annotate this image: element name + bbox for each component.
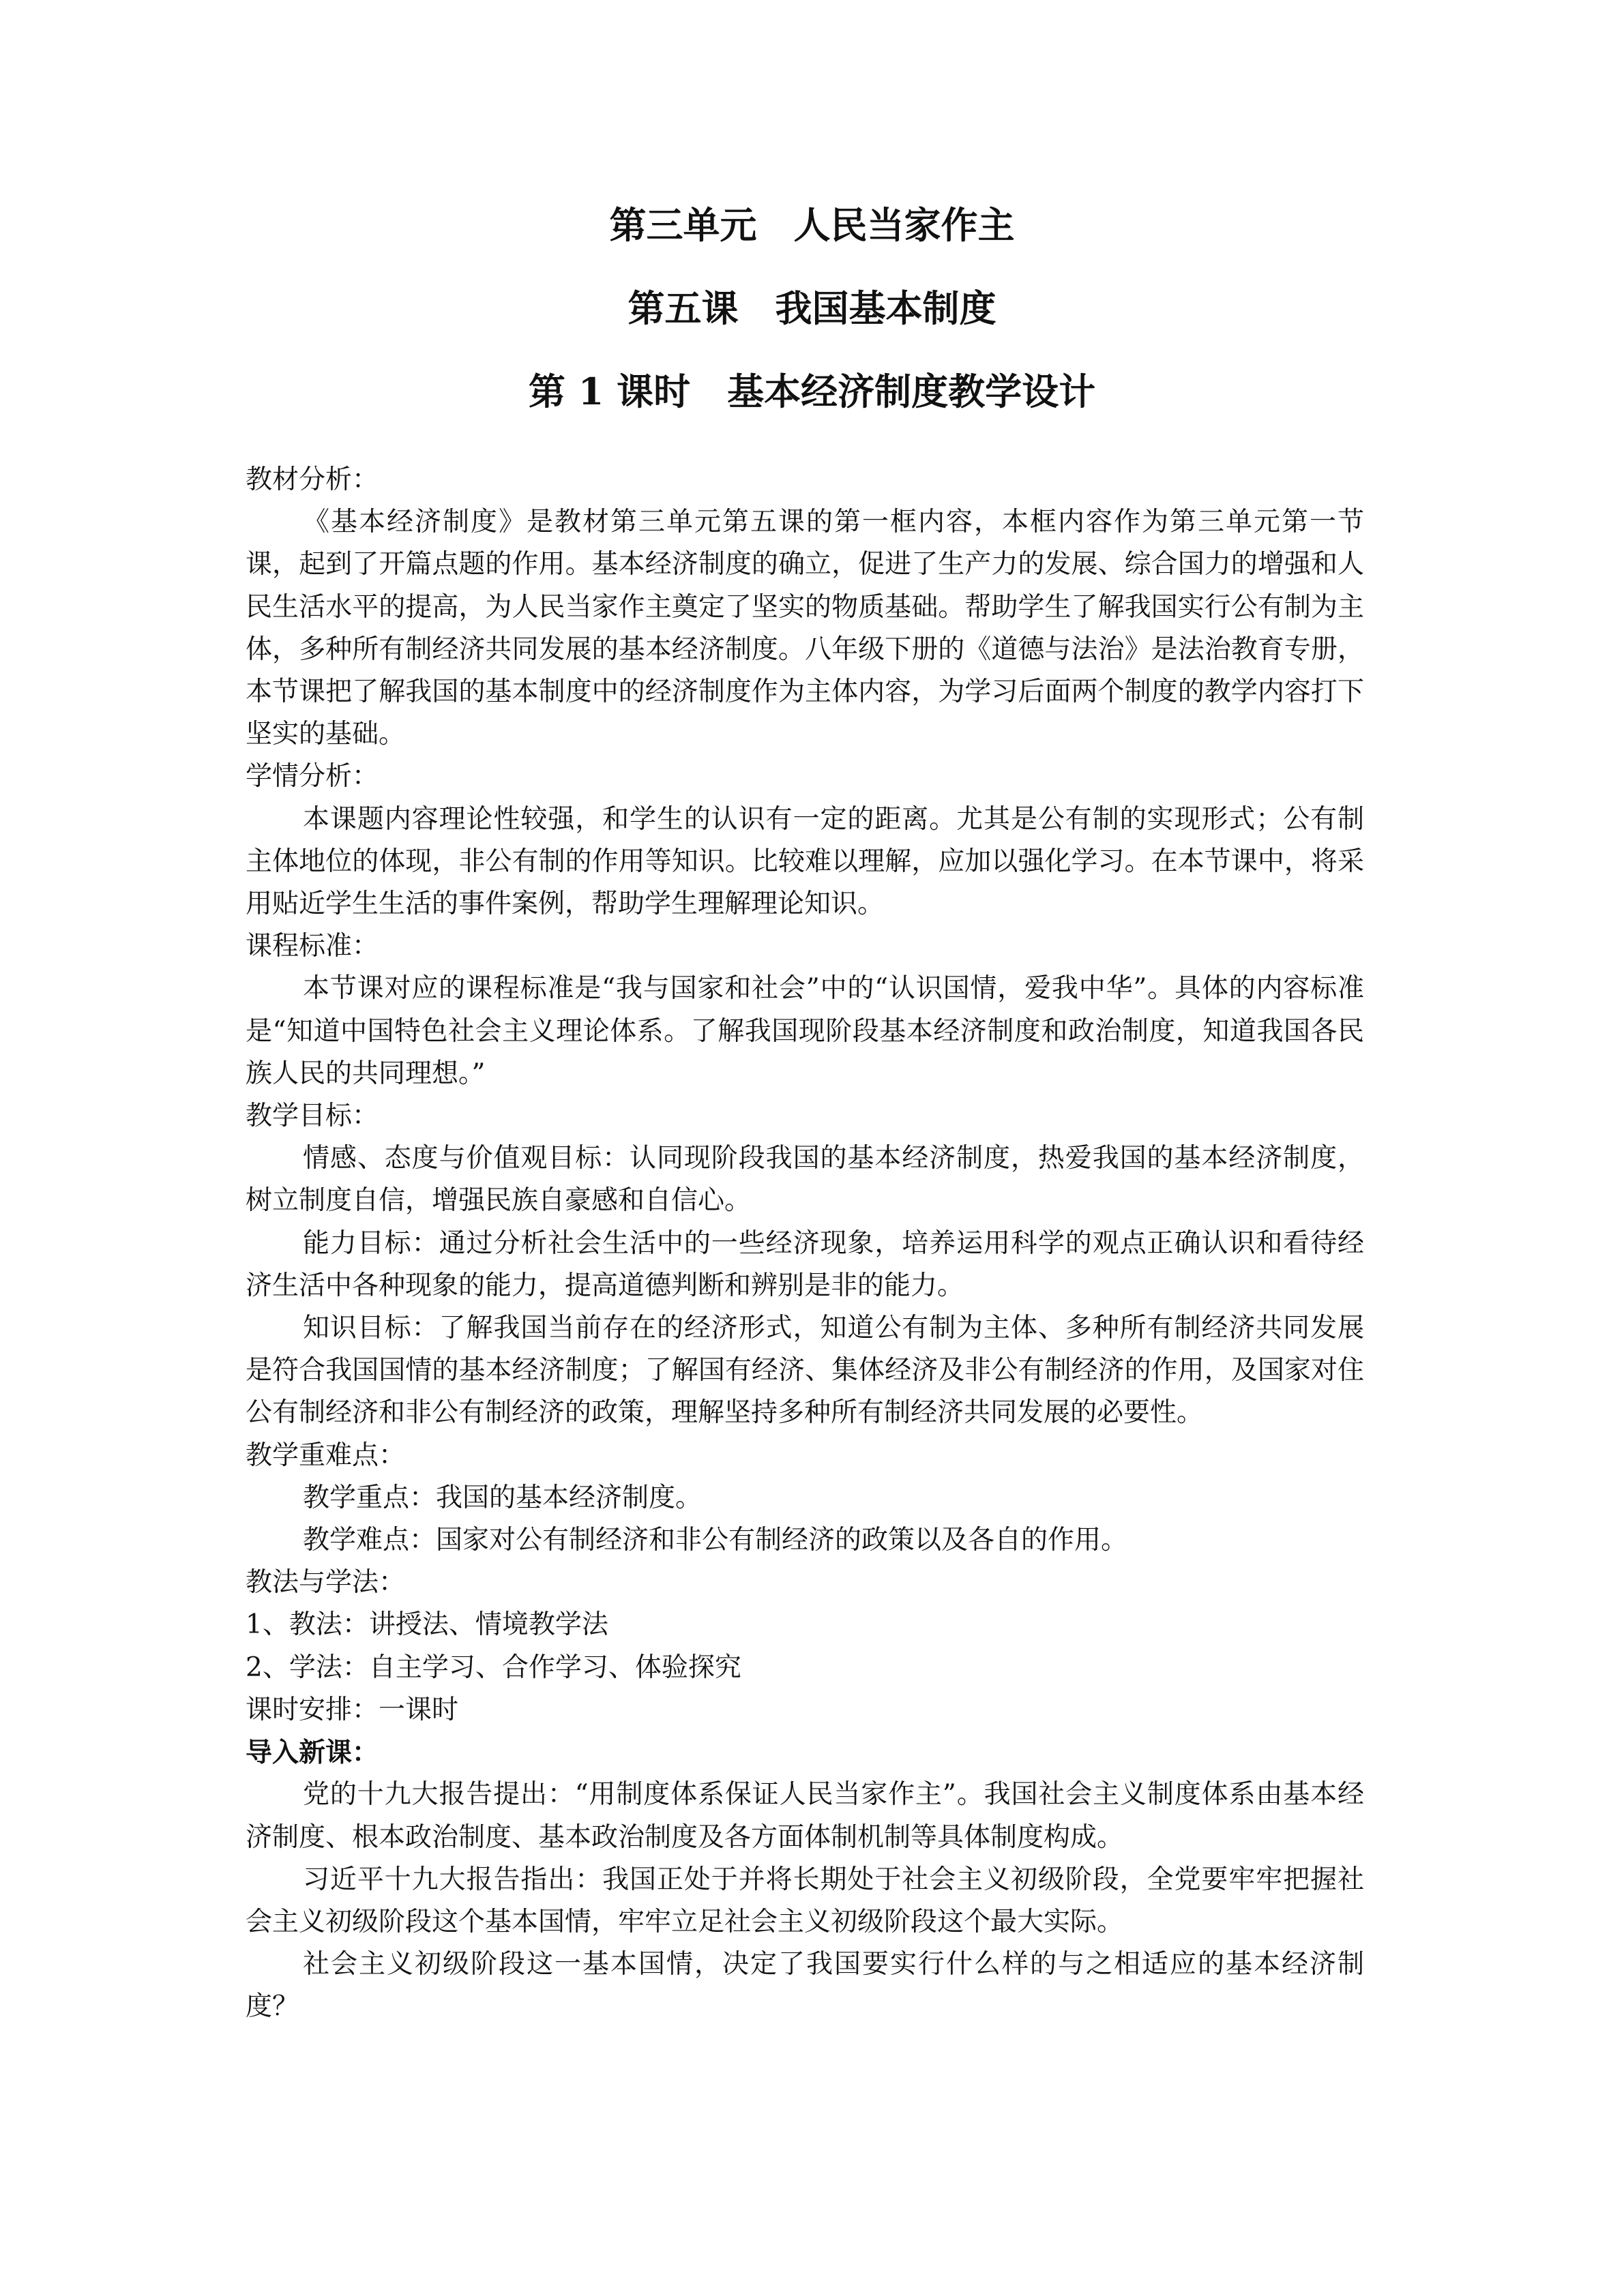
- teaching-goals-heading: 教学目标：: [246, 1101, 379, 1132]
- ability-goal-text: 能力目标：通过分析社会生活中的一些经济现象，培养运用科学的观点正确认识和看待经济生活中各种现象的能力，提高道德判断和辨别是非的能力。: [246, 1227, 1364, 1301]
- title-block: [0, 205, 1624, 412]
- lesson-title: 第五课 我国基本制度: [628, 286, 996, 330]
- unit-title: 第三单元 人民当家作主: [609, 203, 1015, 247]
- methods-heading: 教法与学法：: [246, 1567, 406, 1598]
- document-body: [246, 459, 1364, 2029]
- intro-paragraph-3: 社会主义初级阶段这一基本国情，决定了我国要实行什么样的与之相适应的基本经济制度？: [246, 1949, 1364, 2023]
- period-title: 第 1 课时 基本经济制度教学设计: [528, 370, 1096, 413]
- curriculum-standard-heading: 课程标准：: [246, 931, 379, 962]
- student-analysis-heading: 学情分析：: [246, 761, 379, 792]
- schedule-text: 课时安排：一课时: [246, 1694, 459, 1725]
- learning-method-text: 2、学法：自主学习、合作学习、体验探究: [246, 1652, 741, 1683]
- emotion-goal-text: 情感、态度与价值观目标：认同现阶段我国的基本经济制度，热爱我国的基本经济制度，树立制度自信，增强民族自豪感和自信心。: [246, 1143, 1364, 1217]
- knowledge-goal-text: 知识目标：了解我国当前存在的经济形式，知道公有制为主体、多种所有制经济共同发展是符合我国国情的基本经济制度；了解国有经济、集体经济及非公有制经济的作用，及国家对住公有制经济和非公有制经济的政策，理解坚持多种所有制经济共同发展的必要性。: [246, 1313, 1364, 1429]
- textbook-analysis-heading: 教材分析：: [246, 464, 379, 495]
- intro-paragraph-2: 习近平十九大报告指出：我国正处于并将长期处于社会主义初级阶段，全党要牢牢把握社会主义初级阶段这个基本国情，牢牢立足社会主义初级阶段这个最大实际。: [246, 1864, 1364, 1937]
- key-points-heading: 教学重难点：: [246, 1440, 406, 1471]
- key-point-text: 教学重点：我国的基本经济制度。: [303, 1482, 703, 1513]
- intro-heading: 导入新课：: [246, 1737, 379, 1769]
- difficult-point-text: 教学难点：国家对公有制经济和非公有制经济的政策以及各自的作用。: [303, 1525, 1128, 1556]
- teaching-method-text: 1、教法：讲授法、情境教学法: [246, 1609, 608, 1641]
- textbook-analysis-text: 《基本经济制度》是教材第三单元第五课的第一框内容，本框内容作为第三单元第一节课，起到了开篇点题的作用。基本经济制度的确立，促进了生产力的发展、综合国力的增强和人民生活水平的提高，为人民当家作主奠定了坚实的物质基础。帮助学生了解我国实行公有制为主体，多种所有制经济共同发展的基本经济制度。八年级下册的《道德与法治》是法治教育专册，本节课把了解我国的基本制度中的经济制度作为主体内容，为学习后面两个制度的教学内容打下坚实的基础。: [246, 507, 1364, 750]
- student-analysis-text: 本课题内容理论性较强，和学生的认识有一定的距离。尤其是公有制的实现形式；公有制主体地位的体现，非公有制的作用等知识。比较难以理解，应加以强化学习。在本节课中，将采用贴近学生生活的事件案例，帮助学生理解理论知识。: [246, 803, 1364, 920]
- curriculum-standard-text: 本节课对应的课程标准是“我与国家和社会”中的“认识国情，爱我中华”。具体的内容标准是“知道中国特色社会主义理论体系。了解我国现阶段基本经济制度和政治制度，知道我国各民族人民的共同理想。”: [246, 973, 1364, 1089]
- intro-paragraph-1: 党的十九大报告提出：“用制度体系保证人民当家作主”。我国社会主义制度体系由基本经济制度、根本政治制度、基本政治制度及各方面体制机制等具体制度构成。: [246, 1779, 1364, 1853]
